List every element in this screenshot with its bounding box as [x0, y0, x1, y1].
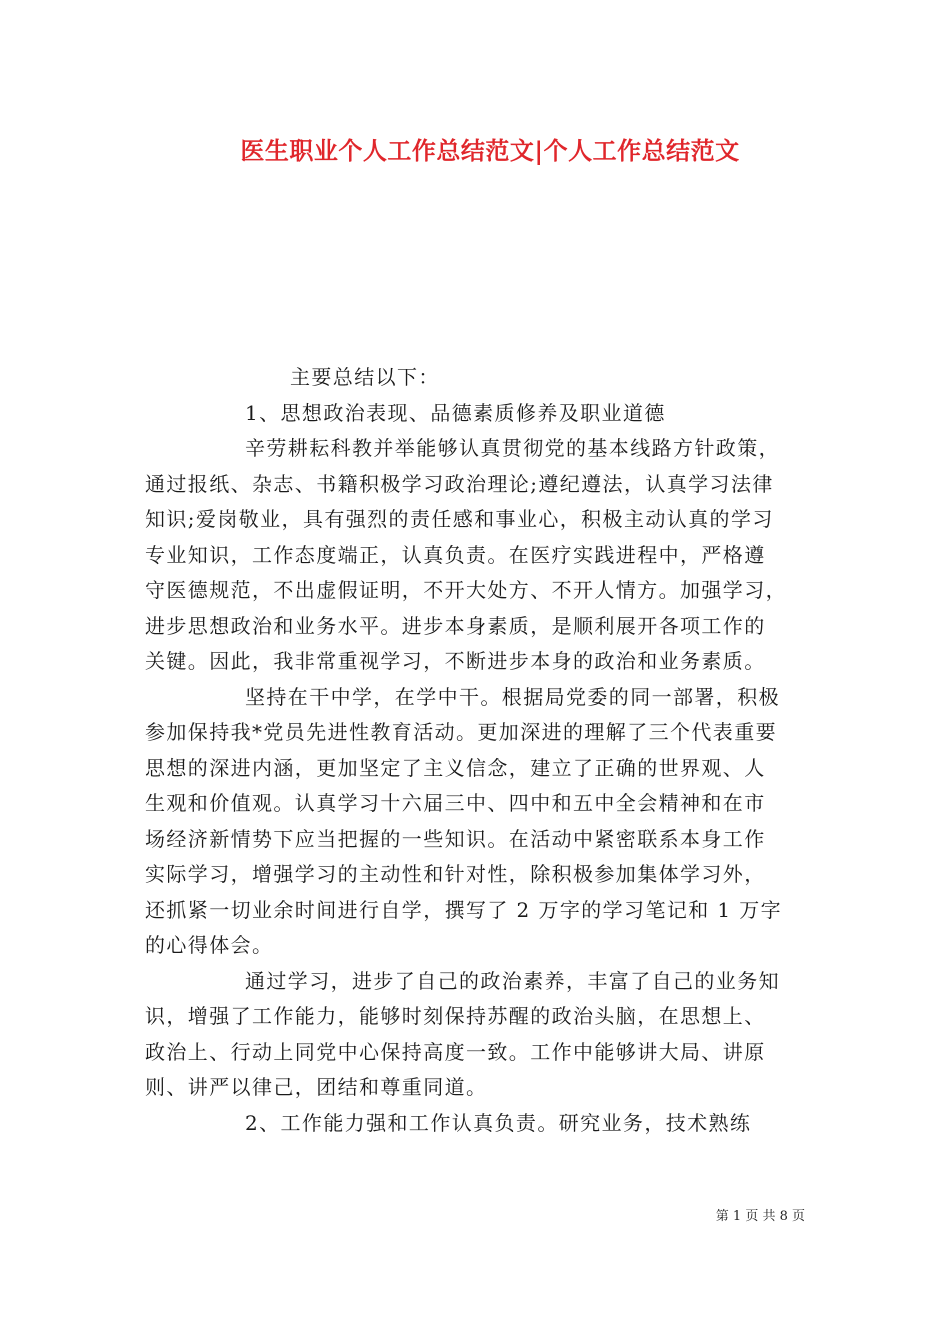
- body-line: 实际学习，增强学习的主动性和针对性，除积极参加集体学习外，: [145, 862, 766, 886]
- body-line: 场经济新情势下应当把握的一些知识。在活动中紧密联系本身工作: [145, 826, 766, 851]
- body-line: 的心得体会。: [145, 933, 274, 957]
- body-line: 知识;爱岗敬业，具有强烈的责任感和事业心，积极主动认真的学习: [145, 507, 774, 531]
- body-line: 参加保持我*党员先进性教育活动。更加深进的理解了三个代表重要: [145, 720, 777, 744]
- body-line: 辛劳耕耘科教并举能够认真贯彻党的基本线路方针政策，: [245, 436, 780, 460]
- body-line: 生观和价值观。认真学习十六届三中、四中和五中全会精神和在市: [145, 791, 766, 815]
- body-line: 则、讲严以律己，团结和尊重同道。: [145, 1075, 488, 1099]
- document-title: 医生职业个人工作总结范文|个人工作总结范文: [240, 136, 740, 165]
- body-line: 政治上、行动上同党中心保持高度一致。工作中能够讲大局、讲原: [145, 1039, 766, 1064]
- body-line: 1、思想政治表现、品德素质修养及职业道德: [245, 400, 666, 425]
- page-footer: 第 1 页 共 8 页: [715, 1209, 805, 1224]
- body-line: 思想的深进内涵，更加坚定了主义信念，建立了正确的世界观、人: [145, 755, 766, 780]
- body-line: 进步思想政治和业务水平。进步本身素质，是顺利展开各项工作的: [145, 613, 766, 638]
- body-line: 守医德规范，不出虚假证明，不开大处方、不开人情方。加强学习，: [145, 578, 787, 602]
- body-line: 还抓紧一切业余时间进行自学，撰写了 2 万字的学习笔记和 1 万字: [145, 897, 783, 922]
- document-body: [145, 360, 815, 1141]
- body-line: 识，增强了工作能力，能够时刻保持苏醒的政治头脑，在思想上、: [145, 1004, 766, 1028]
- body-line: 专业知识，工作态度端正，认真负责。在医疗实践进程中，严格遵: [145, 542, 766, 567]
- body-line: 关键。因此，我非常重视学习，不断进步本身的政治和业务素质。: [145, 649, 766, 673]
- body-line: 主要总结以下：: [290, 365, 440, 389]
- body-line: 通过报纸、杂志、书籍积极学习政治理论;遵纪遵法，认真学习法律: [145, 471, 774, 496]
- body-line: 通过学习，进步了自己的政治素养，丰富了自己的业务知: [245, 968, 780, 993]
- body-line: 坚持在干中学，在学中干。根据局党委的同一部署，积极: [245, 684, 780, 709]
- body-line: 2、工作能力强和工作认真负责。研究业务，技术熟练: [245, 1110, 752, 1135]
